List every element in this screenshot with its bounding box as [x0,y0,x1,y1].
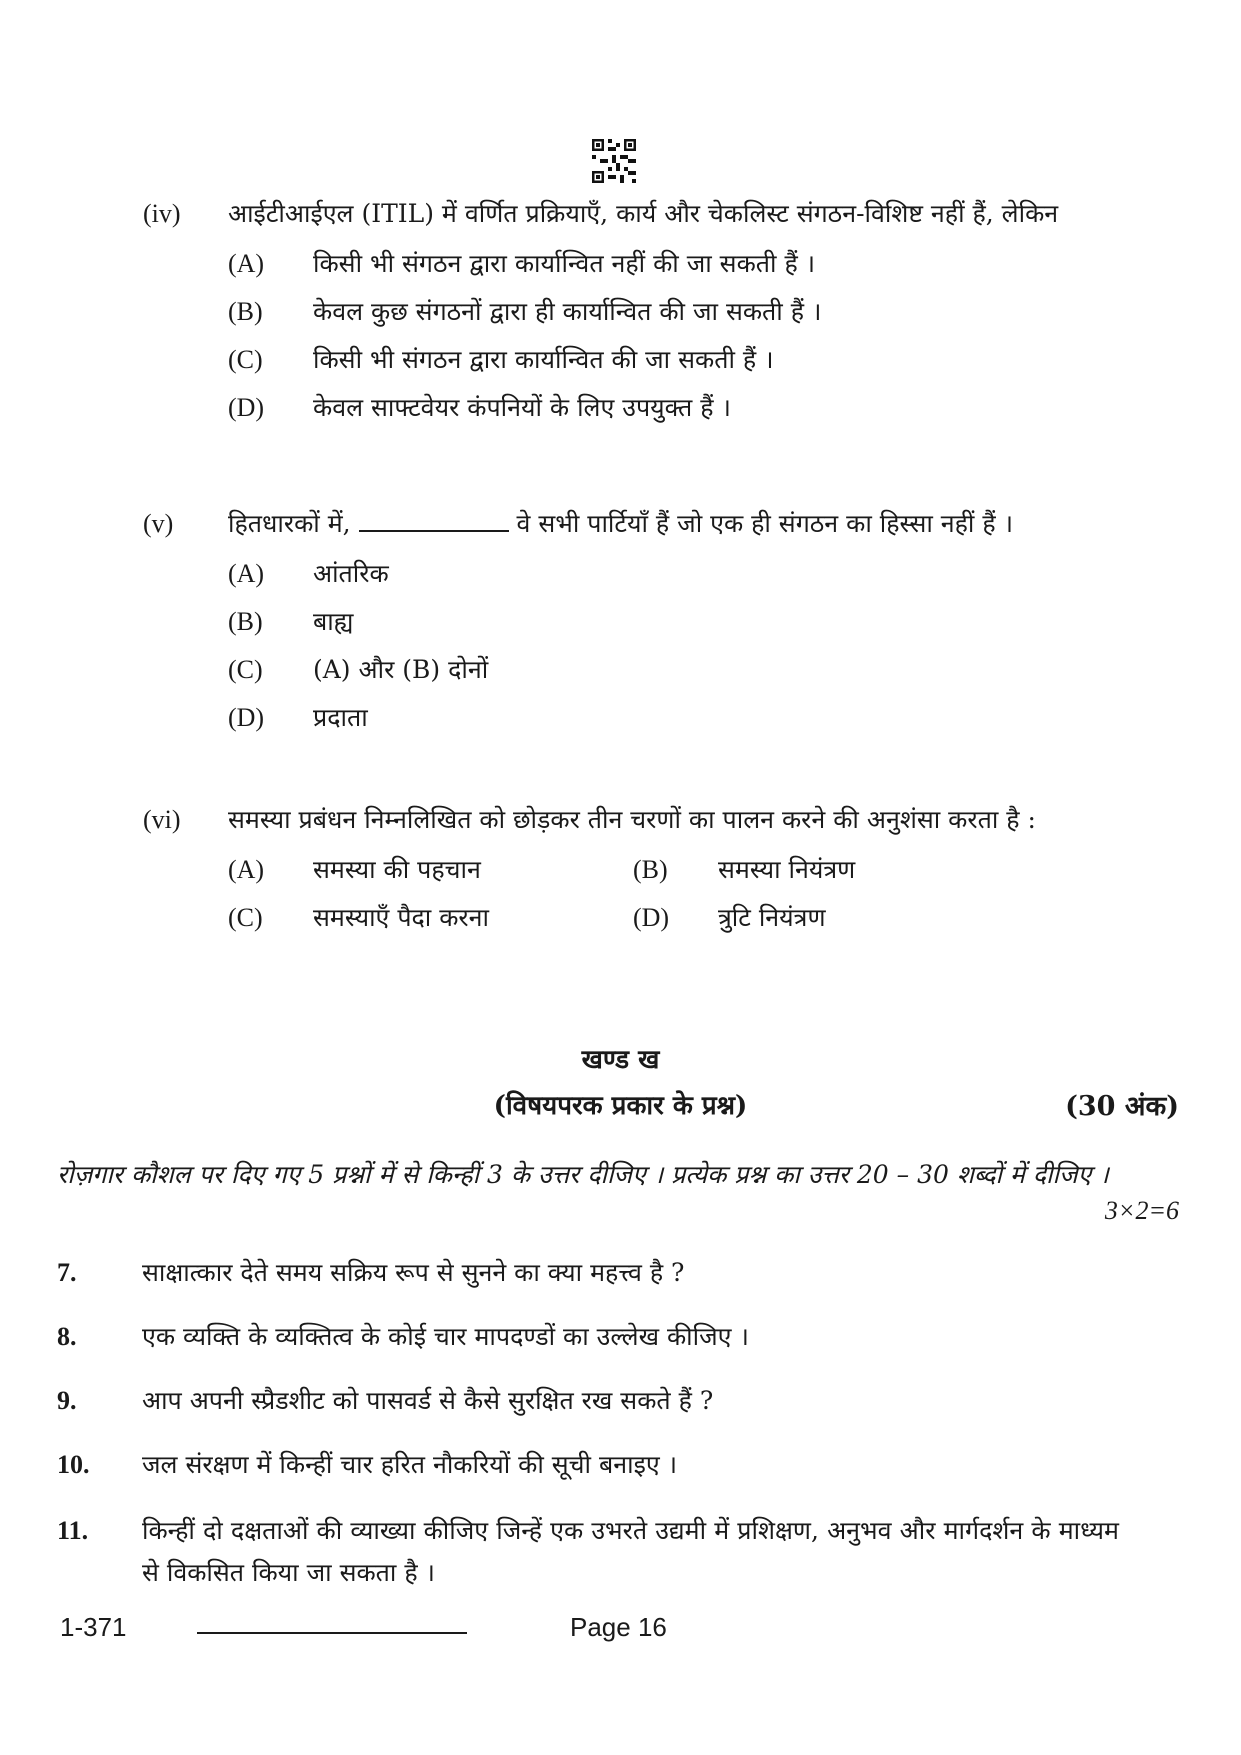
question-iv [143,194,1123,436]
page-number: Page 16 [570,1612,667,1642]
option-label: (B) [228,297,263,326]
question-stem [228,504,1123,544]
option-text: बाह्य [313,607,354,636]
question-11 [57,1510,1119,1594]
option-label: (C) [228,345,263,374]
instruction-marks: 3×2=6 [1104,1196,1179,1225]
question-number: (iv) [143,199,181,228]
question-10 [57,1444,1119,1486]
option-text: समस्या की पहचान [313,855,481,884]
option-label: (B) [633,855,668,884]
option-label: (D) [228,393,265,422]
question-number: (v) [143,509,174,538]
stem-after-blank: वे सभी पार्टियाँ हैं जो एक ही संगठन का हिस्सा नहीं हैं । [516,509,1014,538]
question-9 [57,1380,1119,1422]
section-instruction: रोज़गार कौशल पर दिए गए 5 प्रश्नों में से किन्हीं 3 के उत्तर दीजिए । प्रत्येक प्रश्न का उत्तर 20 – 30 शब्दों में दीजिए । [57,1160,1109,1189]
question-text: आप अपनी स्प्रैडशीट को पासवर्ड से कैसे सुरक्षित रख सकते हैं ? [142,1386,714,1415]
question-number: 8. [57,1322,77,1351]
stem-before-blank: हितधारकों में, [228,509,351,538]
option-text: किसी भी संगठन द्वारा कार्यान्वित नहीं की जा सकती हैं । [313,249,816,278]
option-label: (A) [228,559,265,588]
option-label: (C) [228,903,263,932]
option-label: (A) [228,855,265,884]
option-label: (A) [228,249,265,278]
option-d [228,698,1123,746]
option-c [228,340,1123,388]
question-vi [143,800,1123,946]
option-c [228,650,1123,698]
question-stem: आईटीआईएल (ITIL) में वर्णित प्रक्रियाएँ, कार्य और चेकलिस्ट संगठन-विशिष्ट नहीं हैं, लेकिन [228,199,1059,228]
option-label: (C) [228,655,263,684]
option-a [228,554,1123,602]
question-stem: समस्या प्रबंधन निम्नलिखित को छोड़कर तीन चरणों का पालन करने की अनुशंसा करता है : [228,805,1036,834]
option-text: समस्या नियंत्रण [718,855,856,884]
option-text: समस्याएँ पैदा करना [313,903,489,932]
option-d [228,388,1123,436]
section-subtitle: (विषयपरक प्रकार के प्रश्न) [493,1091,748,1121]
question-8 [57,1316,1119,1358]
section-marks: (30 अंक) [1065,1091,1179,1122]
question-number: 9. [57,1386,77,1415]
question-number: 7. [57,1258,77,1287]
question-7 [57,1252,1119,1294]
option-b [228,292,1123,340]
section-title: खण्ड ख [581,1045,660,1075]
option-text: (A) और (B) दोनों [313,655,489,684]
question-v [143,504,1123,746]
option-text: केवल साफ्टवेयर कंपनियों के लिए उपयुक्त हैं । [313,393,731,422]
option-text: त्रुटि नियंत्रण [718,903,826,932]
option-text: प्रदाता [313,703,368,732]
question-text: जल संरक्षण में किन्हीं चार हरित नौकरियों की सूची बनाइए । [142,1450,678,1479]
option-text: केवल कुछ संगठनों द्वारा ही कार्यान्वित की जा सकती हैं । [313,297,822,326]
qr-code-icon [592,139,636,183]
question-number: (vi) [143,805,181,834]
option-label: (D) [633,903,670,932]
footer-divider [197,1632,467,1634]
fill-blank [359,506,509,532]
option-row-ab [228,850,1123,898]
question-text: एक व्यक्ति के व्यक्तित्व के कोई चार मापदण्डों का उल्लेख कीजिए । [142,1322,749,1351]
question-text: साक्षात्कार देते समय सक्रिय रूप से सुनने का क्या महत्त्व है ? [142,1258,685,1287]
option-a [228,244,1123,292]
option-text: किसी भी संगठन द्वारा कार्यान्वित की जा सकती हैं । [313,345,774,374]
option-label: (D) [228,703,265,732]
question-text: किन्हीं दो दक्षताओं की व्याख्या कीजिए जिन्हें एक उभरते उद्यमी में प्रशिक्षण, अनुभव और मार्गदर्शन के माध्यम से विकसित किया जा सकता है । [142,1516,1119,1587]
option-label: (B) [228,607,263,636]
question-number: 10. [57,1450,90,1479]
option-text: आंतरिक [313,559,389,588]
option-row-cd [228,898,1123,946]
option-b [228,602,1123,650]
paper-code: 1-371 [60,1612,127,1642]
question-number: 11. [57,1516,89,1545]
